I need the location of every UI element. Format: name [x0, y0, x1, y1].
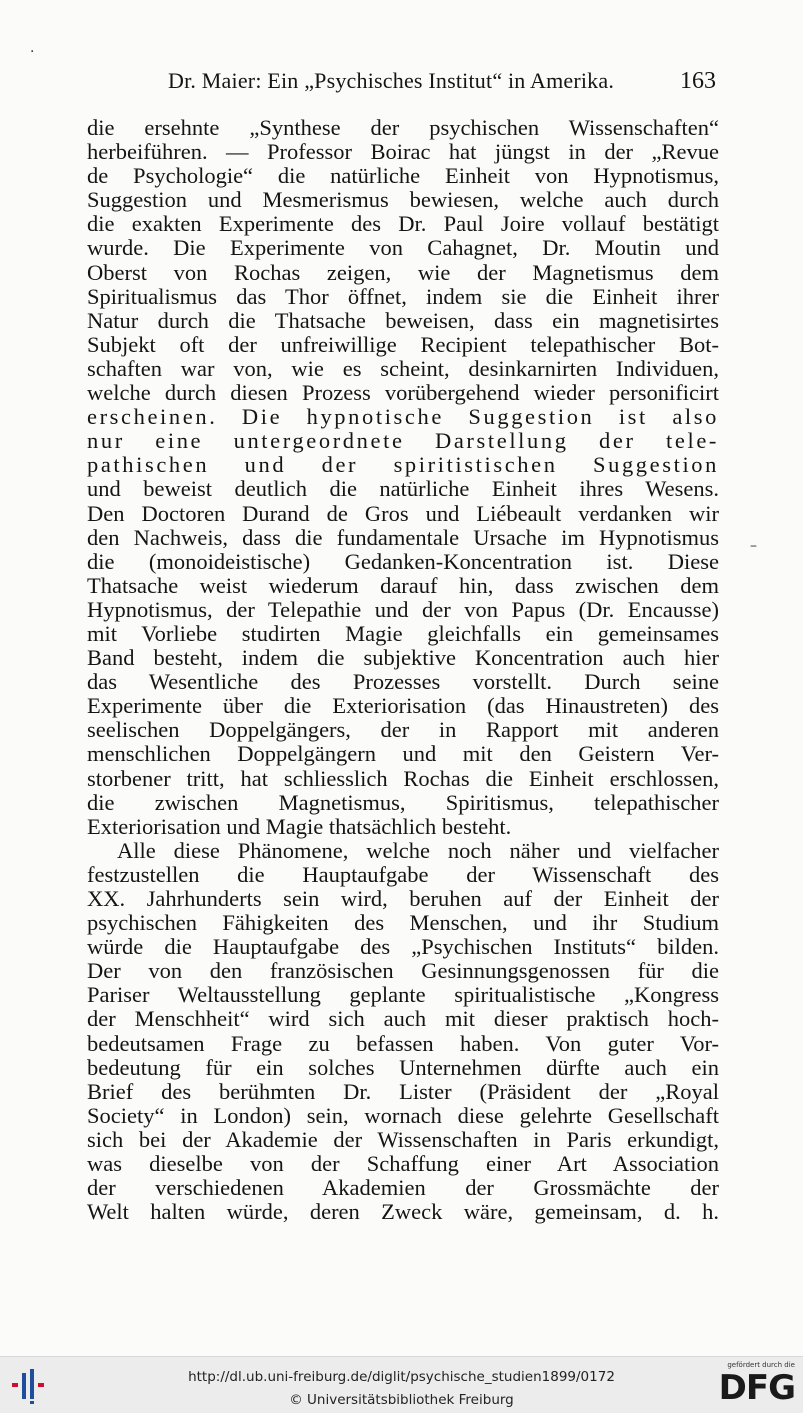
text-line: Spiritualismus das Thor öffnet, indem sie die Einheit ihrer [87, 283, 719, 309]
text-line: Society“ in London) sein, wornach diese gelehrte Gesellschaft [87, 1102, 719, 1128]
dfg-funding-note: gefördert durch die [727, 1361, 795, 1369]
source-url-link[interactable]: http://dl.ub.uni-freiburg.de/diglit/psychische_studien1899/0172 [188, 1369, 615, 1385]
dfg-wordmark: DFG [718, 1368, 795, 1408]
text-line: wurde. Die Experimente von Cahagnet, Dr. Moutin und [87, 235, 719, 261]
text-line: nur eine untergeordnete Darstellung der tele- [87, 428, 719, 454]
text-line: das Wesentliche des Prozesses vorstellt. Durch seine [87, 669, 719, 695]
body-text [87, 116, 719, 1224]
text-line: den Nachweis, dass die fundamentale Ursache im Hypnotismus [87, 524, 719, 550]
text-line: schaften war von, wie es scheint, desinkarnirten Individuen, [87, 355, 719, 381]
text-line: Exteriorisation und Magie thatsächlich besteht. [87, 813, 512, 839]
text-line: de Psychologie“ die natürliche Einheit von Hypnotismus, [87, 163, 719, 189]
text-line: festzustellen die Hauptaufgabe der Wissenschaft des [87, 861, 719, 887]
page-number: 163 [680, 68, 716, 94]
text-line: Natur durch die Thatsache beweisen, dass ein magnetisirtes [87, 307, 719, 333]
text-line: der Menschheit“ wird sich auch mit dieser praktisch hoch- [87, 1006, 719, 1032]
text-line: was dieselbe von der Schaffung einer Art Association [87, 1151, 719, 1177]
text-line: menschlichen Doppelgängern und mit den Geistern Ver- [87, 741, 719, 767]
text-line: bedeutsamen Frage zu befassen haben. Von guter Vor- [87, 1030, 719, 1056]
text-line: storbener tritt, hat schliesslich Rochas die Einheit erschlossen, [87, 765, 719, 791]
text-line: XX. Jahrhunderts sein wird, beruhen auf der Einheit der [87, 886, 719, 911]
copyright-notice: © Universitätsbibliothek Freiburg [289, 1392, 514, 1408]
text-line: Experimente über die Exteriorisation (das Hinaustreten) des [87, 693, 719, 719]
text-line: die zwischen Magnetismus, Spiritismus, telepathischer [87, 789, 719, 815]
text-line: mit Vorliebe studirten Magie gleichfalls ein gemeinsames [87, 620, 719, 646]
text-line: die exakten Experimente des Dr. Paul Joire vollauf bestätigt [87, 211, 719, 237]
text-line: Der von den französischen Gesinnungsgenossen für die [87, 958, 719, 984]
text-line: Subjekt oft der unfreiwillige Recipient telepathischer Bot- [87, 331, 719, 357]
text-line: der verschiedenen Akademien der Grossmächte der [87, 1175, 719, 1201]
text-line: seelischen Doppelgängers, der in Rapport mit anderen [87, 717, 719, 743]
text-line: Den Doctoren Durand de Gros und Liébeault verdanken wir [87, 500, 719, 526]
text-line: und beweist deutlich die natürliche Einheit ihres Wesens. [87, 476, 719, 502]
running-header [88, 64, 718, 98]
text-line: würde die Hauptaufgabe des „Psychischen Instituts“ bilden. [87, 934, 719, 960]
text-line: Band besteht, indem die subjektive Koncentration auch hier [87, 645, 719, 671]
text-line: erscheinen. Die hypnotische Suggestion ist also [87, 404, 719, 430]
margin-mark: – [750, 538, 757, 554]
text-line: psychischen Fähigkeiten des Menschen, und ihr Studium [87, 910, 719, 936]
text-line: die (monoideistische) Gedanken-Koncentration ist. Diese [87, 548, 719, 574]
viewer-footer [0, 1356, 803, 1413]
text-line: pathischen und der spiritistischen Suggestion [87, 452, 719, 478]
text-line: herbeiführen. — Professor Boirac hat jüngst in der „Revue [87, 139, 719, 165]
text-line: Alle diese Phänomene, welche noch näher und vielfacher [117, 837, 719, 863]
text-line: Hypnotismus, der Telepathie und der von Papus (Dr. Encausse) [87, 596, 719, 622]
text-line: Pariser Weltausstellung geplante spiritualistische „Kongress [87, 982, 719, 1008]
text-line: sich bei der Akademie der Wissenschaften in Paris erkundigt, [87, 1126, 719, 1152]
text-line: Oberst von Rochas zeigen, wie der Magnetismus dem [87, 259, 719, 285]
text-line: Brief des berühmten Dr. Lister (Präsident der „Royal [87, 1078, 719, 1104]
text-line: Welt halten würde, deren Zweck wäre, gemeinsam, d. h. [87, 1199, 719, 1225]
running-title: Dr. Maier: Ein „Psychisches Institut“ in Amerika. [168, 68, 615, 93]
text-line: Suggestion und Mesmerismus bewiesen, welche auch durch [87, 187, 719, 213]
text-line: Thatsache weist wiederum darauf hin, dass zwischen dem [87, 572, 719, 598]
text-line: bedeutung für ein solches Unternehmen dürfte auch ein [87, 1054, 719, 1080]
text-line: die ersehnte „Synthese der psychischen Wissenschaften“ [87, 115, 719, 140]
dfg-logo [707, 1361, 795, 1411]
text-line: welche durch diesen Prozess vorübergehend wieder personificirt [87, 380, 719, 406]
scan-speck: · [30, 44, 35, 60]
